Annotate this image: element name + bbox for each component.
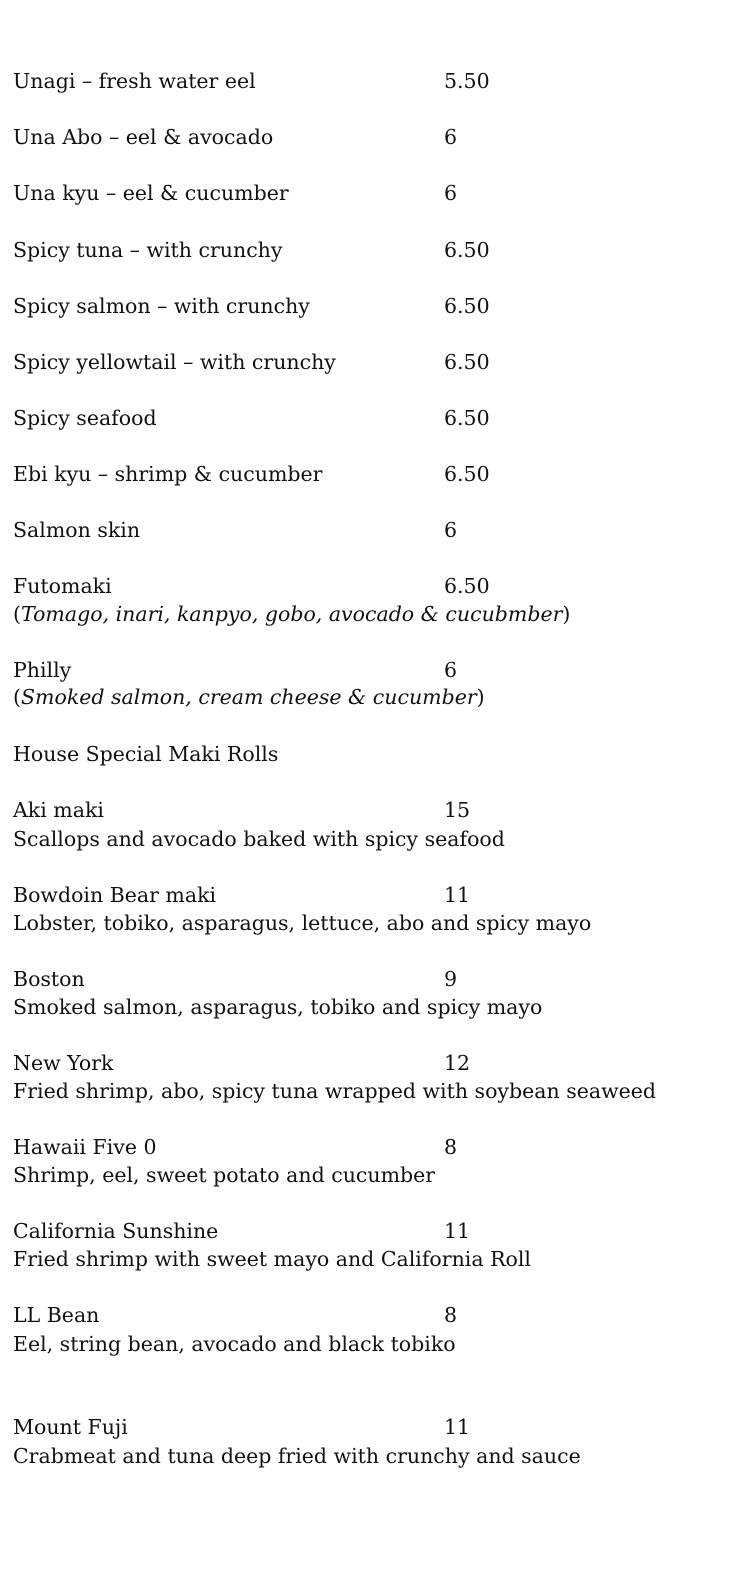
item-price: 6 — [444, 125, 458, 149]
item-price: 11 — [444, 1415, 471, 1439]
item-description: Shrimp, eel, sweet potato and cucumber — [13, 1163, 436, 1187]
item-name: Spicy tuna – with crunchy — [13, 238, 283, 262]
item-price: 5.50 — [444, 69, 490, 93]
item-name: Philly — [13, 658, 72, 682]
item-description: Fried shrimp with sweet mayo and California Roll — [13, 1247, 531, 1271]
item-price: 11 — [444, 1219, 471, 1243]
item-name: LL Bean — [13, 1303, 100, 1327]
item-description: Crabmeat and tuna deep fried with crunchy and sauce — [13, 1444, 581, 1468]
item-ingredients-text: Tomago, inari, kanpyo, gobo, avocado & cucubmber — [21, 602, 563, 626]
item-price: 6.50 — [444, 462, 490, 486]
item-name: Futomaki — [13, 574, 112, 598]
item-name: Aki maki — [13, 798, 104, 822]
item-price: 8 — [444, 1135, 458, 1159]
item-ingredients: (Smoked salmon, cream cheese & cucumber) — [13, 685, 485, 709]
item-name: Una Abo – eel & avocado — [13, 125, 274, 149]
item-price: 6.50 — [444, 238, 490, 262]
item-name: California Sunshine — [13, 1219, 219, 1243]
item-price: 6 — [444, 518, 458, 542]
item-price: 9 — [444, 967, 458, 991]
section-heading: House Special Maki Rolls — [13, 742, 279, 766]
item-name: Mount Fuji — [13, 1415, 128, 1439]
item-price: 6 — [444, 181, 458, 205]
item-description: Eel, string bean, avocado and black tobiko — [13, 1332, 456, 1356]
item-price: 6.50 — [444, 574, 490, 598]
item-description: Fried shrimp, abo, spicy tuna wrapped with soybean seaweed — [13, 1079, 656, 1103]
item-name: Spicy seafood — [13, 406, 157, 430]
item-price: 6.50 — [444, 350, 490, 374]
item-name: Spicy yellowtail – with crunchy — [13, 350, 336, 374]
item-price: 8 — [444, 1303, 458, 1327]
item-price: 6.50 — [444, 294, 490, 318]
item-price: 11 — [444, 883, 471, 907]
item-description: Smoked salmon, asparagus, tobiko and spicy mayo — [13, 995, 543, 1019]
item-name: Bowdoin Bear maki — [13, 883, 217, 907]
item-name: Spicy salmon – with crunchy — [13, 294, 310, 318]
item-ingredients: (Tomago, inari, kanpyo, gobo, avocado & cucubmber) — [13, 602, 571, 626]
item-name: Una kyu – eel & cucumber — [13, 181, 289, 205]
item-price: 6 — [444, 658, 458, 682]
item-name: Unagi – fresh water eel — [13, 69, 256, 93]
item-description: Lobster, tobiko, asparagus, lettuce, abo and spicy mayo — [13, 911, 592, 935]
item-name: Salmon skin — [13, 518, 141, 542]
item-name: Ebi kyu – shrimp & cucumber — [13, 462, 323, 486]
item-price: 15 — [444, 798, 471, 822]
item-name: New York — [13, 1051, 114, 1075]
item-name: Hawaii Five 0 — [13, 1135, 157, 1159]
item-ingredients-text: Smoked salmon, cream cheese & cucumber — [21, 685, 477, 709]
item-price: 12 — [444, 1051, 471, 1075]
item-name: Boston — [13, 967, 85, 991]
item-price: 6.50 — [444, 406, 490, 430]
item-description: Scallops and avocado baked with spicy seafood — [13, 827, 505, 851]
